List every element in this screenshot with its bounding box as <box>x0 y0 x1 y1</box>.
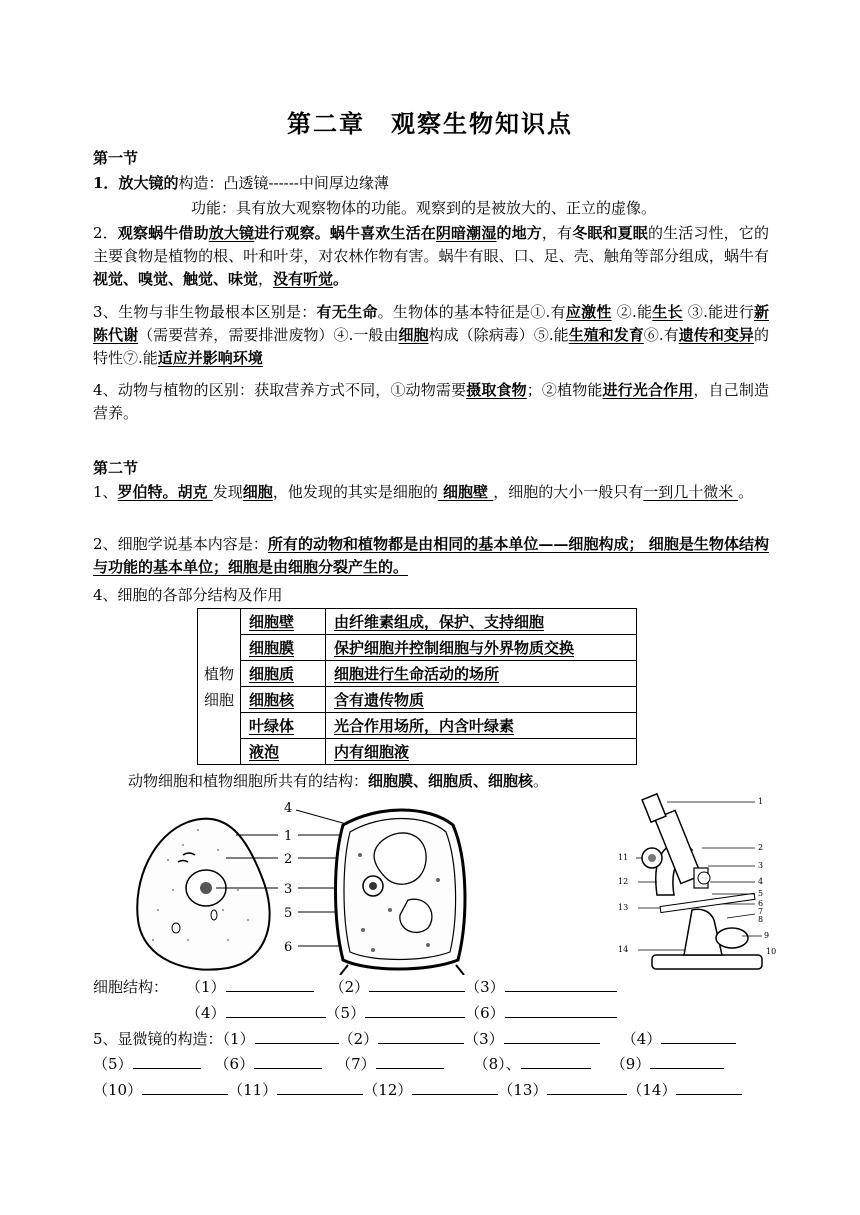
paragraph-snail: 2．观察蜗牛借助放大镜进行观察。蜗牛喜欢生活在阴暗潮湿的地方，有冬眠和夏眠的生活习性，它的主要食物是植物的根、叶和叶芽，对农林作物有害。蜗牛有眼、口、足、壳、触角等部分组成，蜗牛有视觉、嗅觉、触觉、味觉，没有听觉。 <box>93 224 769 288</box>
answer-blank[interactable] <box>661 1027 736 1044</box>
answer-blank[interactable] <box>547 1078 627 1095</box>
table-cell-name: 细胞壁 <box>241 609 326 635</box>
table-cell-function: 由纤维素组成，保护、支持细胞 <box>326 609 637 635</box>
paragraph-cell-theory: 2、细胞学说基本内容是：所有的动物和植物都是由相同的基本单位——细胞构成； 细胞是生物体结构与功能的基本单位；细胞是由细胞分裂产生的。 <box>93 535 769 576</box>
table-cell-function: 细胞进行生命活动的场所 <box>326 661 637 687</box>
scope-label-14: 14 <box>618 945 629 954</box>
page-title: 第二章 观察生物知识点 <box>287 109 573 138</box>
answer-blank[interactable] <box>277 1078 363 1095</box>
paragraph-life-features: 3、生物与非生物最根本区别是：有无生命。生物体的基本特征是①.有应激性 ②.能生长 ③.能进行新陈代谢（需要营养，需要排泄废物）④.一般由细胞构成（除病毒）⑤.能生殖和发育⑥.有遗传和变异的特性⑦.能适应并影响环境 <box>93 303 769 367</box>
cell-structure-blanks-2: （4） （5） （6） <box>186 1001 686 1025</box>
answer-blank[interactable] <box>255 1027 339 1044</box>
paragraph-animal-plant: 4、动物与植物的区别：获取营养方式不同，①动物需要摄取食物；②植物能进行光合作用，自己制造营养。 <box>93 381 769 422</box>
answer-blank[interactable] <box>504 1027 600 1044</box>
cell-structure-blanks-1: 细胞结构： （1） （2） （3） <box>93 975 769 999</box>
scope-label-1: 1 <box>758 797 764 806</box>
answer-blank[interactable] <box>505 975 617 992</box>
plant-cell-illustration <box>336 810 465 975</box>
answer-blank[interactable] <box>142 1078 228 1095</box>
scope-label-7: 7 <box>758 907 764 916</box>
answer-blank[interactable] <box>226 1001 326 1018</box>
table-cell-name: 细胞核 <box>241 687 326 713</box>
scope-label-8: 8 <box>758 915 764 924</box>
microscope-diagram <box>612 790 780 980</box>
scope-label-4: 4 <box>758 877 764 886</box>
answer-blank[interactable] <box>133 1052 201 1069</box>
cell-label-6: 6 <box>284 940 293 955</box>
cell-diagrams <box>128 800 470 975</box>
microscope-illustration <box>642 794 762 969</box>
microscope-blanks-2: （5） （6） （7） （8）、 （9） <box>93 1052 769 1076</box>
answer-blank[interactable] <box>676 1078 742 1095</box>
scope-label-12: 12 <box>618 877 629 886</box>
table-cell-name: 细胞膜 <box>241 635 326 661</box>
cell-label-5: 5 <box>284 906 293 921</box>
cell-structure-table <box>197 608 637 765</box>
table-cell-name: 叶绿体 <box>241 713 326 739</box>
paragraph-magnifier-function: 功能：具有放大观察物体的功能。观察到的是被放大的、正立的虚像。 <box>191 199 657 217</box>
scope-label-11: 11 <box>618 853 629 862</box>
answer-blank[interactable] <box>369 975 465 992</box>
table-cell-name: 液泡 <box>241 739 326 765</box>
answer-blank[interactable] <box>650 1052 724 1069</box>
scope-label-2: 2 <box>758 843 764 852</box>
scope-label-10: 10 <box>766 947 777 956</box>
answer-blank[interactable] <box>378 1027 464 1044</box>
scope-label-6: 6 <box>758 899 764 908</box>
answer-blank[interactable] <box>505 1001 617 1018</box>
scope-label-9: 9 <box>764 931 770 940</box>
table-cell-function: 内有细胞液 <box>326 739 637 765</box>
table-cell-function: 光合作用场所，内含叶绿素 <box>326 713 637 739</box>
section-1-heading: 第一节 <box>93 149 139 167</box>
table-cell-function: 保护细胞并控制细胞与外界物质交换 <box>326 635 637 661</box>
cell-label-3: 3 <box>284 882 293 897</box>
scope-label-13: 13 <box>618 903 629 912</box>
microscope-blanks-3: （10） （11） （12） （13） （14） <box>93 1078 769 1102</box>
table-cell-function: 含有遗传物质 <box>326 687 637 713</box>
table-cell-name: 细胞质 <box>241 661 326 687</box>
scope-label-5: 5 <box>758 889 764 898</box>
shared-structures: 动物细胞和植物细胞所共有的结构：细胞膜、细胞质、细胞核。 <box>128 772 549 790</box>
cell-label-1: 1 <box>284 829 293 844</box>
table-side-label: 植物细胞 <box>198 609 241 765</box>
paragraph-magnifier: 1．放大镜的构造：凸透镜------中间厚边缘薄 <box>93 174 389 192</box>
section-2-heading: 第二节 <box>93 459 139 477</box>
answer-blank[interactable] <box>412 1078 498 1095</box>
answer-blank[interactable] <box>226 975 314 992</box>
cell-structure-heading: 4、细胞的各部分结构及作用 <box>93 586 283 604</box>
paragraph-hooke: 1、罗伯特。胡克 发现细胞，他发现的其实是细胞的 细胞壁 ，细胞的大小一般只有一到几十微米 。 <box>93 483 754 501</box>
answer-blank[interactable] <box>376 1052 444 1069</box>
answer-blank[interactable] <box>521 1052 591 1069</box>
animal-cell-illustration <box>137 819 269 970</box>
cell-label-4: 4 <box>284 801 293 816</box>
scope-label-3: 3 <box>758 861 764 870</box>
answer-blank[interactable] <box>365 1001 465 1018</box>
microscope-blanks-1: 5、显微镜的构造：（1） （2） （3） （4） <box>93 1027 769 1051</box>
answer-blank[interactable] <box>254 1052 322 1069</box>
cell-label-2: 2 <box>284 852 293 867</box>
